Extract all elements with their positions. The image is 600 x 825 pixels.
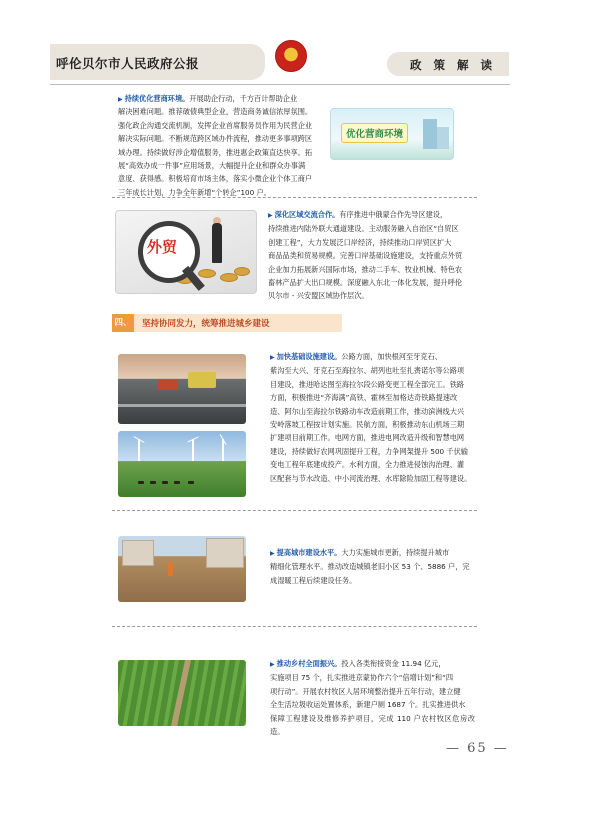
road-construction-image <box>118 354 246 424</box>
page-number: — 65 — <box>446 741 509 756</box>
vehicle-shape <box>158 380 178 390</box>
line-rest: 有序推进中俄蒙合作先导区建设， <box>339 210 448 219</box>
rural-lead: 推动乡村全面振兴。 <box>276 659 342 668</box>
line: 意度、获得感。积极培育市场主体，落实小微企业个体工商户 <box>118 174 313 184</box>
line: 企业加力拓展新兴国际市场，推动二手车、牧业机械、特色农 <box>268 264 463 274</box>
business-env-paragraph <box>118 92 330 106</box>
section-label: 政策解读 <box>410 58 504 72</box>
line: 实施项目 75 个，扎实推进京蒙协作六个“倍增计划”和“四 <box>270 673 454 683</box>
horse-shape <box>188 481 194 484</box>
triangle-right-icon: ▶ <box>268 212 273 219</box>
publication-title: 呼伦贝尔市人民政府公报 <box>56 56 200 71</box>
line <box>270 350 475 364</box>
foreign-trade-image <box>115 210 257 294</box>
header-divider <box>50 84 510 85</box>
coin-shape <box>198 269 216 278</box>
horse-shape <box>174 481 180 484</box>
business-env-lead: 持续优化营商环境。 <box>124 94 190 103</box>
line <box>270 657 475 671</box>
divider <box>112 197 477 198</box>
line: 展“高效办成一件事”应用场景，大幅提升企业和群众办事满 <box>118 161 306 171</box>
urban-lead: 提高城市建设水平。 <box>276 548 342 557</box>
horse-shape <box>162 481 168 484</box>
line: 精细化管理水平。推动改造城镇老旧小区 53 个、5886 户，完 <box>270 562 470 572</box>
rural-paragraph <box>270 657 475 738</box>
businessman-figure <box>212 223 222 263</box>
line: 扩建项目前期工作。电网方面，推进电网改造升级和智慧电网 <box>270 433 465 443</box>
road-marking <box>118 404 246 407</box>
infrastructure-paragraph <box>270 350 475 485</box>
triangle-right-icon: ▶ <box>270 661 275 668</box>
line: 畜林产品扩大出口规模。深度融入东北一体化发展，提升呼伦 <box>268 278 463 288</box>
building-shape <box>206 538 244 568</box>
line <box>118 92 330 106</box>
line: 项行动”。开展农村牧区人居环境整治提升五年行动，建立健 <box>270 686 461 696</box>
trade-image-text: 外贸 <box>147 238 178 256</box>
line: 域办理。持续做好涉企增值服务，推进惠企政策直达快享。拓 <box>118 147 313 157</box>
line: 全生活垃圾收运处置体系，新建户厕 1687 个。扎实推进供水 <box>270 700 466 710</box>
turbine-tower <box>138 439 140 461</box>
worker-figure <box>168 562 173 576</box>
business-env-image-text: 优化营商环境 <box>341 123 408 143</box>
line-rest: 开展助企行动，千方百计帮助企业 <box>189 94 298 103</box>
triangle-right-icon: ▶ <box>270 550 275 557</box>
section-number: 四、 <box>112 314 134 332</box>
triangle-right-icon: ▶ <box>270 354 275 361</box>
line: 持续推进内陆外联大通道建设。主动服务融入自治区“自贸区 <box>268 224 459 234</box>
line: 变电工程年底建成投产。水利方面，全力推进侵蚀沟治理、灌 <box>270 460 465 470</box>
line: 商品品类和贸易规模。完善口岸基础设施建设，支持重点外贸 <box>268 251 463 261</box>
line: 三年成长计划，力争全年新增“个转企”100 户。 <box>118 187 271 197</box>
building-shape <box>423 119 437 149</box>
line-rest: 大力实施城市更新，持续提升城市 <box>341 548 450 557</box>
horse-shape <box>150 481 156 484</box>
line: 成湿暖工程后续建设任务。 <box>270 575 357 585</box>
building-shape <box>122 540 154 566</box>
line: 目建设，推进哈达图至海拉尔段公路变更工程全部完工。铁路 <box>270 379 465 389</box>
coin-shape <box>234 267 250 276</box>
building-shape <box>437 127 449 149</box>
divider <box>112 626 477 627</box>
line <box>270 546 475 560</box>
line: 保障工程建设及维修养护项目，完成 110 户农村牧区危房改造。 <box>270 713 475 737</box>
line <box>268 208 473 222</box>
line: 强化政企沟通交流机制，发挥企业首席服务员作用为民营企业 <box>118 120 313 130</box>
line: 建设，持续做好农网巩固提升工程，力争网架提升 500 千伏输 <box>270 446 468 456</box>
business-environment-image <box>330 108 454 160</box>
regional-coop-lead: 深化区域交流合作。 <box>274 210 340 219</box>
divider <box>112 510 477 511</box>
triangle-right-icon: ▶ <box>118 96 123 103</box>
line: 创建工程”，大力发展泛口岸经济，持续推动口岸贸区扩大 <box>268 237 452 247</box>
business-env-body <box>118 105 330 199</box>
infrastructure-lead: 加快基础设施建设。 <box>276 352 342 361</box>
horse-shape <box>138 481 144 484</box>
urban-paragraph <box>270 546 475 587</box>
line: 解决困难问题。推荐破债典型企业，营造商务诚信浓厚氛围。 <box>118 107 313 117</box>
truck-shape <box>188 372 216 388</box>
line: 解决实际问题。不断规范跨区域办件流程，推动更多事项跨区 <box>118 134 313 144</box>
farmland-image <box>118 660 246 726</box>
line: 紫沟至大兴、牙克石至海拉尔、胡列也吐至扎赉诺尔等公路项 <box>270 366 465 376</box>
line: 造、阿尔山至海拉尔铁路动车改造前期工作，推动滨洲线大兴 <box>270 406 465 416</box>
grassland-wind-image <box>118 431 246 497</box>
regional-coop-paragraph <box>268 208 473 303</box>
line: 贝尔市 - 兴安盟区域协作层次。 <box>268 291 369 301</box>
line: 区配套与节水改造、中小河流治理、水库除险加固工程等建设。 <box>270 473 472 483</box>
line: 方面，积极推进“齐海满”高铁、霍林至加格达奇铁路提速改 <box>270 393 458 403</box>
turbine-tower <box>192 439 194 461</box>
line: 安岭落坡工程按计划实施。民航方面，积极推动东山机场三期 <box>270 420 465 430</box>
urban-renovation-image <box>118 536 246 602</box>
line-rest: 公路方面，加快根河至牙克石、 <box>341 352 442 361</box>
farm-road <box>171 660 191 726</box>
national-emblem-icon <box>275 40 307 72</box>
line-rest: 投入各类衔接资金 11.94 亿元， <box>341 659 446 668</box>
section-title: 坚持协同发力，统筹推进城乡建设 <box>142 319 270 329</box>
